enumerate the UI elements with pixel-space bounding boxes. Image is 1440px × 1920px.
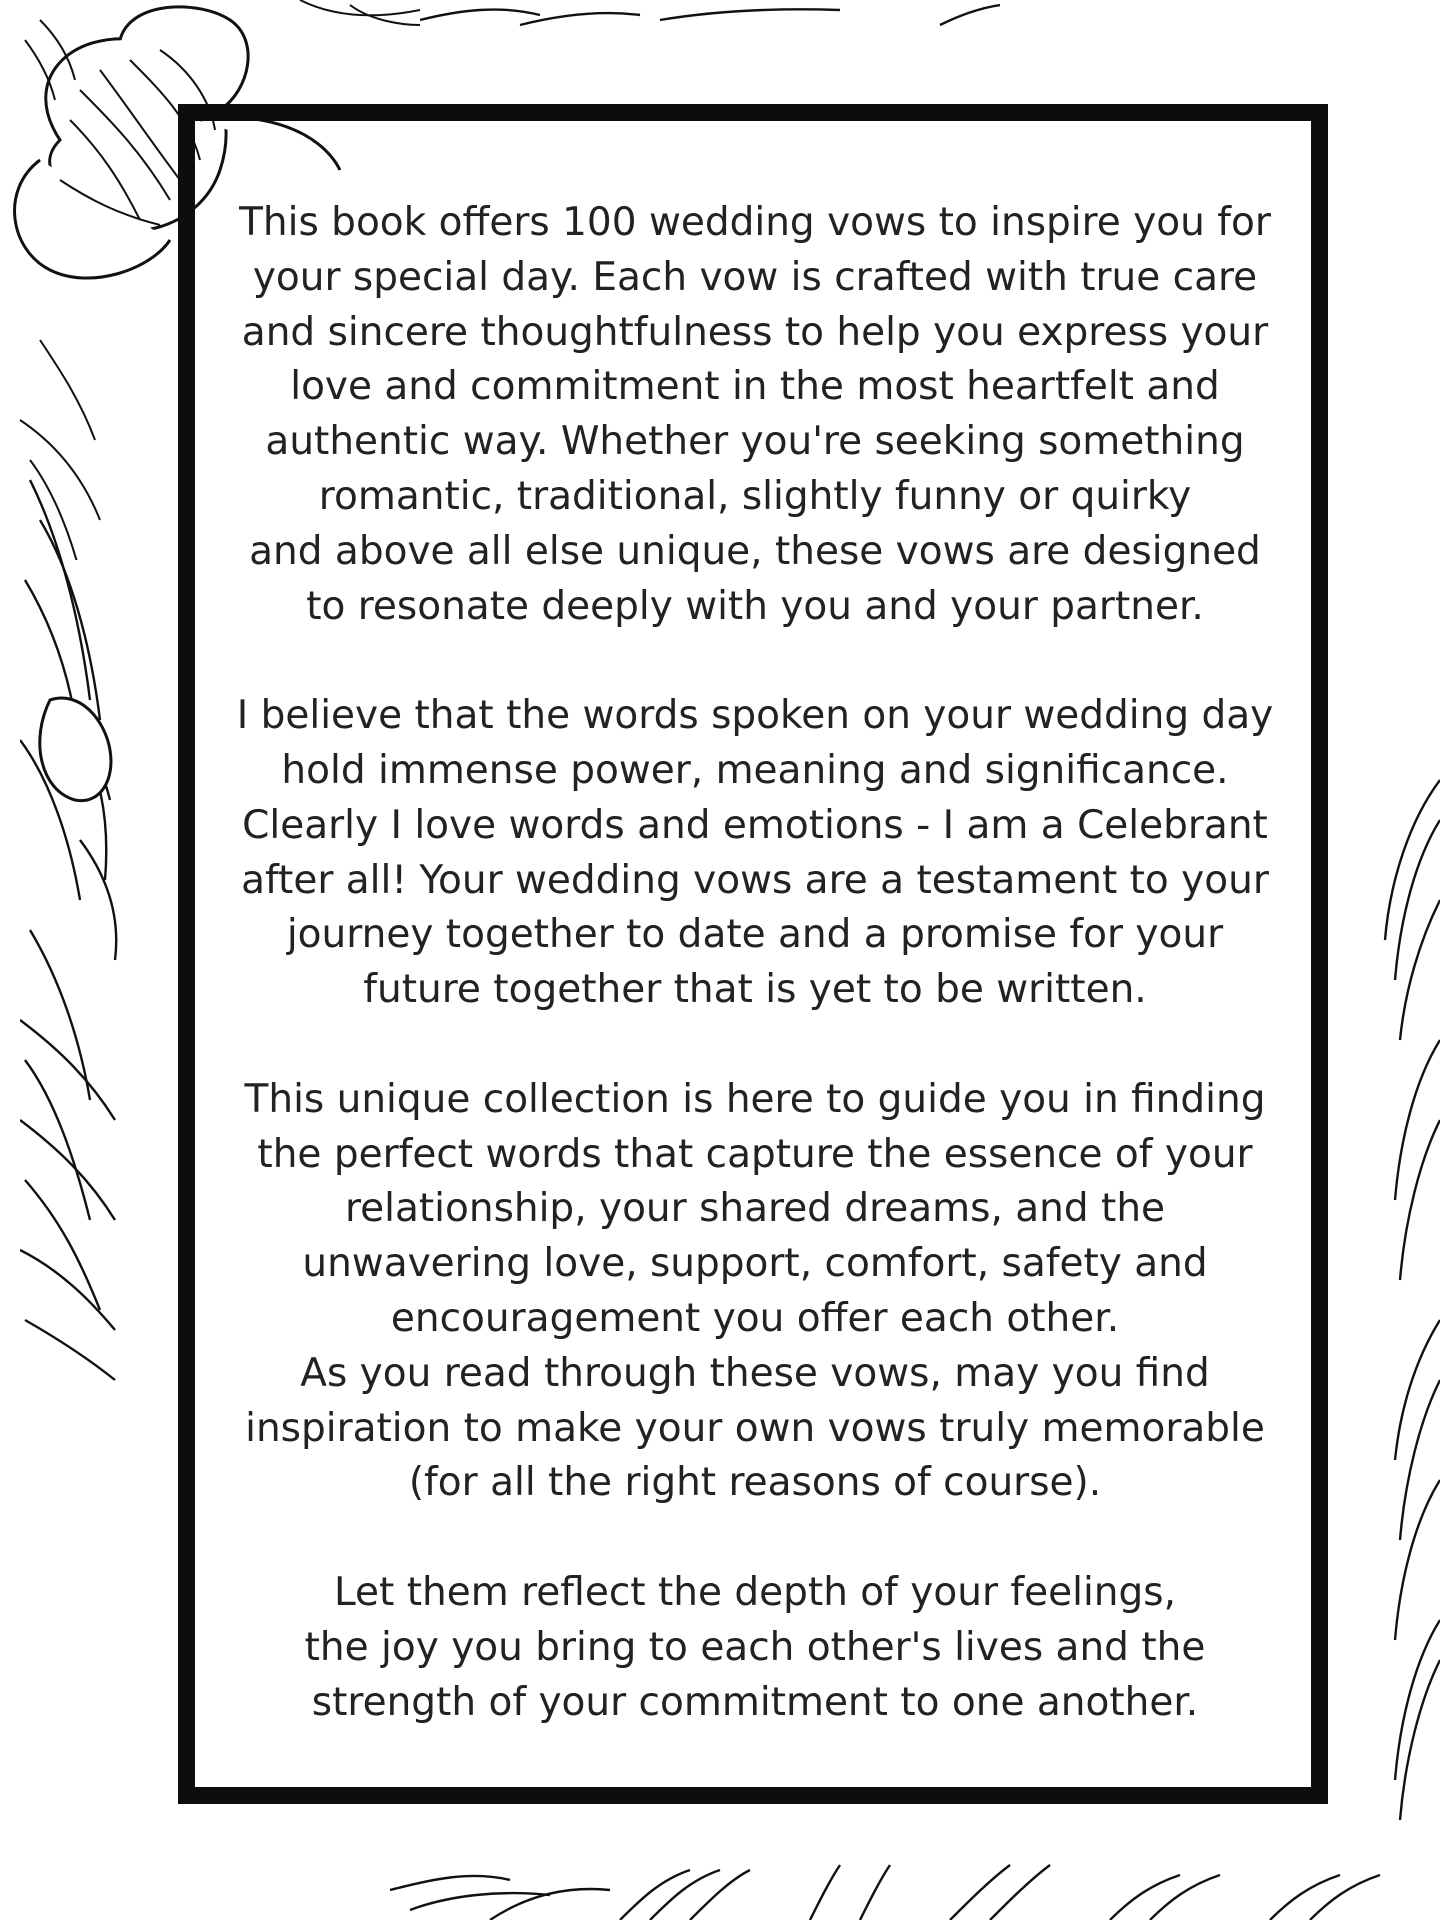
text-line: strength of your commitment to one another. [311, 1679, 1199, 1725]
text-line: I believe that the words spoken on your wedding day [236, 693, 1274, 739]
text-line: As you read through these vows, may you find [300, 1350, 1210, 1396]
leaf-icon [1380, 760, 1440, 1860]
text-line: hold immense power, meaning and significance. [281, 747, 1229, 793]
text-line: and sincere thoughtfulness to help you express your [241, 309, 1269, 355]
paragraph [222, 196, 1288, 634]
text-line: to resonate deeply with you and your partner. [306, 583, 1204, 629]
text-line: authentic way. Whether you're seeking something [265, 419, 1245, 465]
leaf-icon [390, 1860, 1390, 1920]
text-line: This unique collection is here to guide you in finding [244, 1076, 1266, 1122]
text-line: encouragement you offer each other. [390, 1295, 1120, 1341]
text-line: Let them reflect the depth of your feelings, [334, 1569, 1176, 1615]
text-line: romantic, traditional, slightly funny or quirky [318, 473, 1192, 519]
text-line: the perfect words that capture the essence of your [257, 1131, 1253, 1177]
paragraph [222, 689, 1288, 1018]
text-line: love and commitment in the most heartfelt and [290, 364, 1220, 410]
text-line: Clearly I love words and emotions - I am a Celebrant [242, 802, 1268, 848]
text-line: (for all the right reasons of course). [408, 1460, 1102, 1506]
text-line: and above all else unique, these vows are designed [249, 528, 1261, 574]
text-line: journey together to date and a promise for your [286, 912, 1224, 958]
text-line: the joy you bring to each other's lives and the [304, 1624, 1206, 1670]
body-text [222, 196, 1288, 1730]
text-line: after all! Your wedding vows are a testament to your [241, 857, 1269, 903]
paragraph [222, 1566, 1288, 1730]
text-line: future together that is yet to be written. [363, 967, 1147, 1013]
text-line: This book offers 100 wedding vows to inspire you for [239, 200, 1271, 245]
text-line: your special day. Each vow is crafted with true care [252, 254, 1258, 300]
text-line: relationship, your shared dreams, and the [344, 1186, 1166, 1232]
text-line: unwavering love, support, comfort, safety and [302, 1241, 1208, 1287]
text-line: inspiration to make your own vows truly memorable [245, 1405, 1265, 1451]
leaf-icon [20, 460, 140, 1460]
paragraph [222, 1073, 1288, 1511]
leaf-icon [420, 0, 1000, 40]
